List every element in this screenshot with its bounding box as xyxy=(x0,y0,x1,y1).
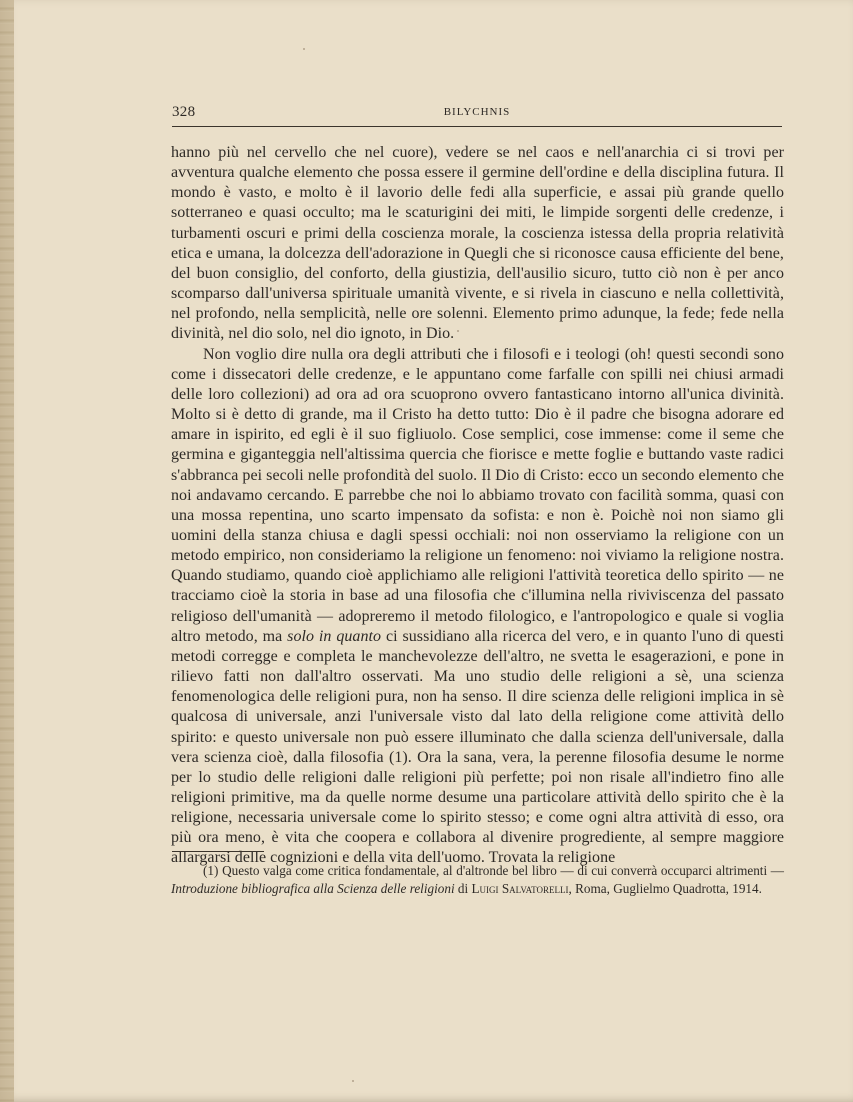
footnote-author: Luigi Salvatorelli xyxy=(471,881,569,896)
paper-speck xyxy=(457,330,459,332)
paragraph-1-text: hanno più nel cervello che nel cuore), vedere se nel caos e nell'anarchia ci si trovi per avventura qualche elemento che possa essere il germine dell'ordine e della disciplina futura. Il mondo è vasto, e molto è il lavorio delle fedi alla superficie, e assai più grande quello sotterraneo e quasi occulto; ma le scaturigini dei miti, le limpide sorgenti delle credenze, i turbamenti oscuri e primi della coscienza morale, la coscienza istessa della propria relatività etica e umana, la dolcezza dell'adorazione in Quegli che si riconosce causa efficiente del bene, del buon consiglio, del conforto, della giustizia, dell'ausilio sicuro, tutto ciò non è per anco scomparso dall'universa spirituale umanità vivente, e si rivela in ciascuno e nella collettività, nel profondo, nella semplicità, nelle ore solenni. Elemento primo adunque, la fede; fede nella divinità, nel dio solo, nel dio ignoto, in Dio. xyxy=(171,144,784,343)
footnote-text-c: , Roma, Guglielmo Quadrotta, 1914. xyxy=(568,881,762,896)
page-number: 328 xyxy=(172,104,196,120)
header-rule xyxy=(172,126,782,127)
paper-speck xyxy=(303,48,305,50)
paragraph-2-text-b: ci sussidiano alla ricerca del vero, e in quanto l'uno di questi metodi corregge e completa le manchevolezze dell'altro, ne svetta le esagerazioni, e pone in rilievo fatti non dall'altro osservati. Ma uno studio delle religioni a sè, una scienza fenomenologica delle religioni pura, non ha senso. Il dire scienza delle religioni implica in sè qualcosa di universale, anzi l'universale visto dal lato della religione come attività dello spirito: e questo universale non può essere illuminato che dalla scienza dell'universale, dalla vera scienza cioè, dalla filosofia (1). Ora la sana, vera, la perenne filosofia desume le norme per lo studio delle religioni dalle religioni più perfette; poi non risale all'indietro fino alle religioni primitive, ma da quelle norme desume una particolare attività dello spirito che è la religione, necessaria universale come lo spirito stesso; e come ogni altra attività di esso, ora più ora meno, è vita che coopera e collabora al divenire progrediente, al sempre maggiore allargarsi delle cognizioni e della vita dell'uomo. Trovata la religione xyxy=(171,627,784,867)
footnote xyxy=(171,862,784,898)
paper-speck xyxy=(352,1080,354,1082)
paragraph-2 xyxy=(171,345,784,869)
footnote-rule xyxy=(172,851,264,852)
paragraph-1 xyxy=(171,143,784,345)
binding-edge xyxy=(0,0,14,1102)
running-title: BILYCHNIS xyxy=(443,106,511,118)
footnote-marker: (1) xyxy=(203,863,219,878)
footnote-text-a: Questo valga come critica fondamentale, al d'altronde bel libro — di cui converrà occuparci altrimenti — xyxy=(222,863,784,878)
running-head xyxy=(172,104,782,124)
body-text xyxy=(171,143,784,869)
paragraph-2-emphasis: solo in quanto xyxy=(287,627,382,645)
paragraph-2-text-a: Non voglio dire nulla ora degli attributi che i filosofi e i teologi (oh! questi secondi sono come i dissecatori delle credenze, e le appuntano come farfalle con spilli nei chiusi armadi delle loro collezioni) ad ora ad ora scuoprono ovvero fantasticano intorno all'unica divinità. Molto si è detto di grande, ma il Cristo ha detto tutto: Dio è il padre che bisogna adorare ed amare in ispirito, ed egli è il suo figliuolo. Cose semplici, cose immense: come il seme che germina e giganteggia nell'altissima quercia che fiorisce e mette foglie e buttando vaste radici s'abbranca pei secoli nelle profondità del suolo. Il Dio di Cristo: ecco un secondo elemento che noi andavamo cercando. E parrebbe che noi lo abbiamo trovato con facilità somma, quasi con una mossa repentina, uno scarto impensato da sofista: e non è. Poichè noi non siamo gli uomini della stanza chiusa e dagli spessi occhiali: noi non osserviamo la religione con un metodo empirico, non consideriamo la religione un fenomeno: noi viviamo la religione nostra. Quando studiamo, quando cioè applichiamo alle religioni l'attività teoretica dello spirito — ne tracciamo cioè la storia in base ad una filosofia che c'illumina nella riviviscenza del passato religioso dell'umanità — adopreremo il metodo filologico, e l'antropologico e quale si voglia altro metodo, ma xyxy=(171,345,784,645)
footnote-book-title: Introduzione bibliografica alla Scienza delle religioni xyxy=(171,881,455,896)
footnote-text-b: di xyxy=(457,881,469,896)
